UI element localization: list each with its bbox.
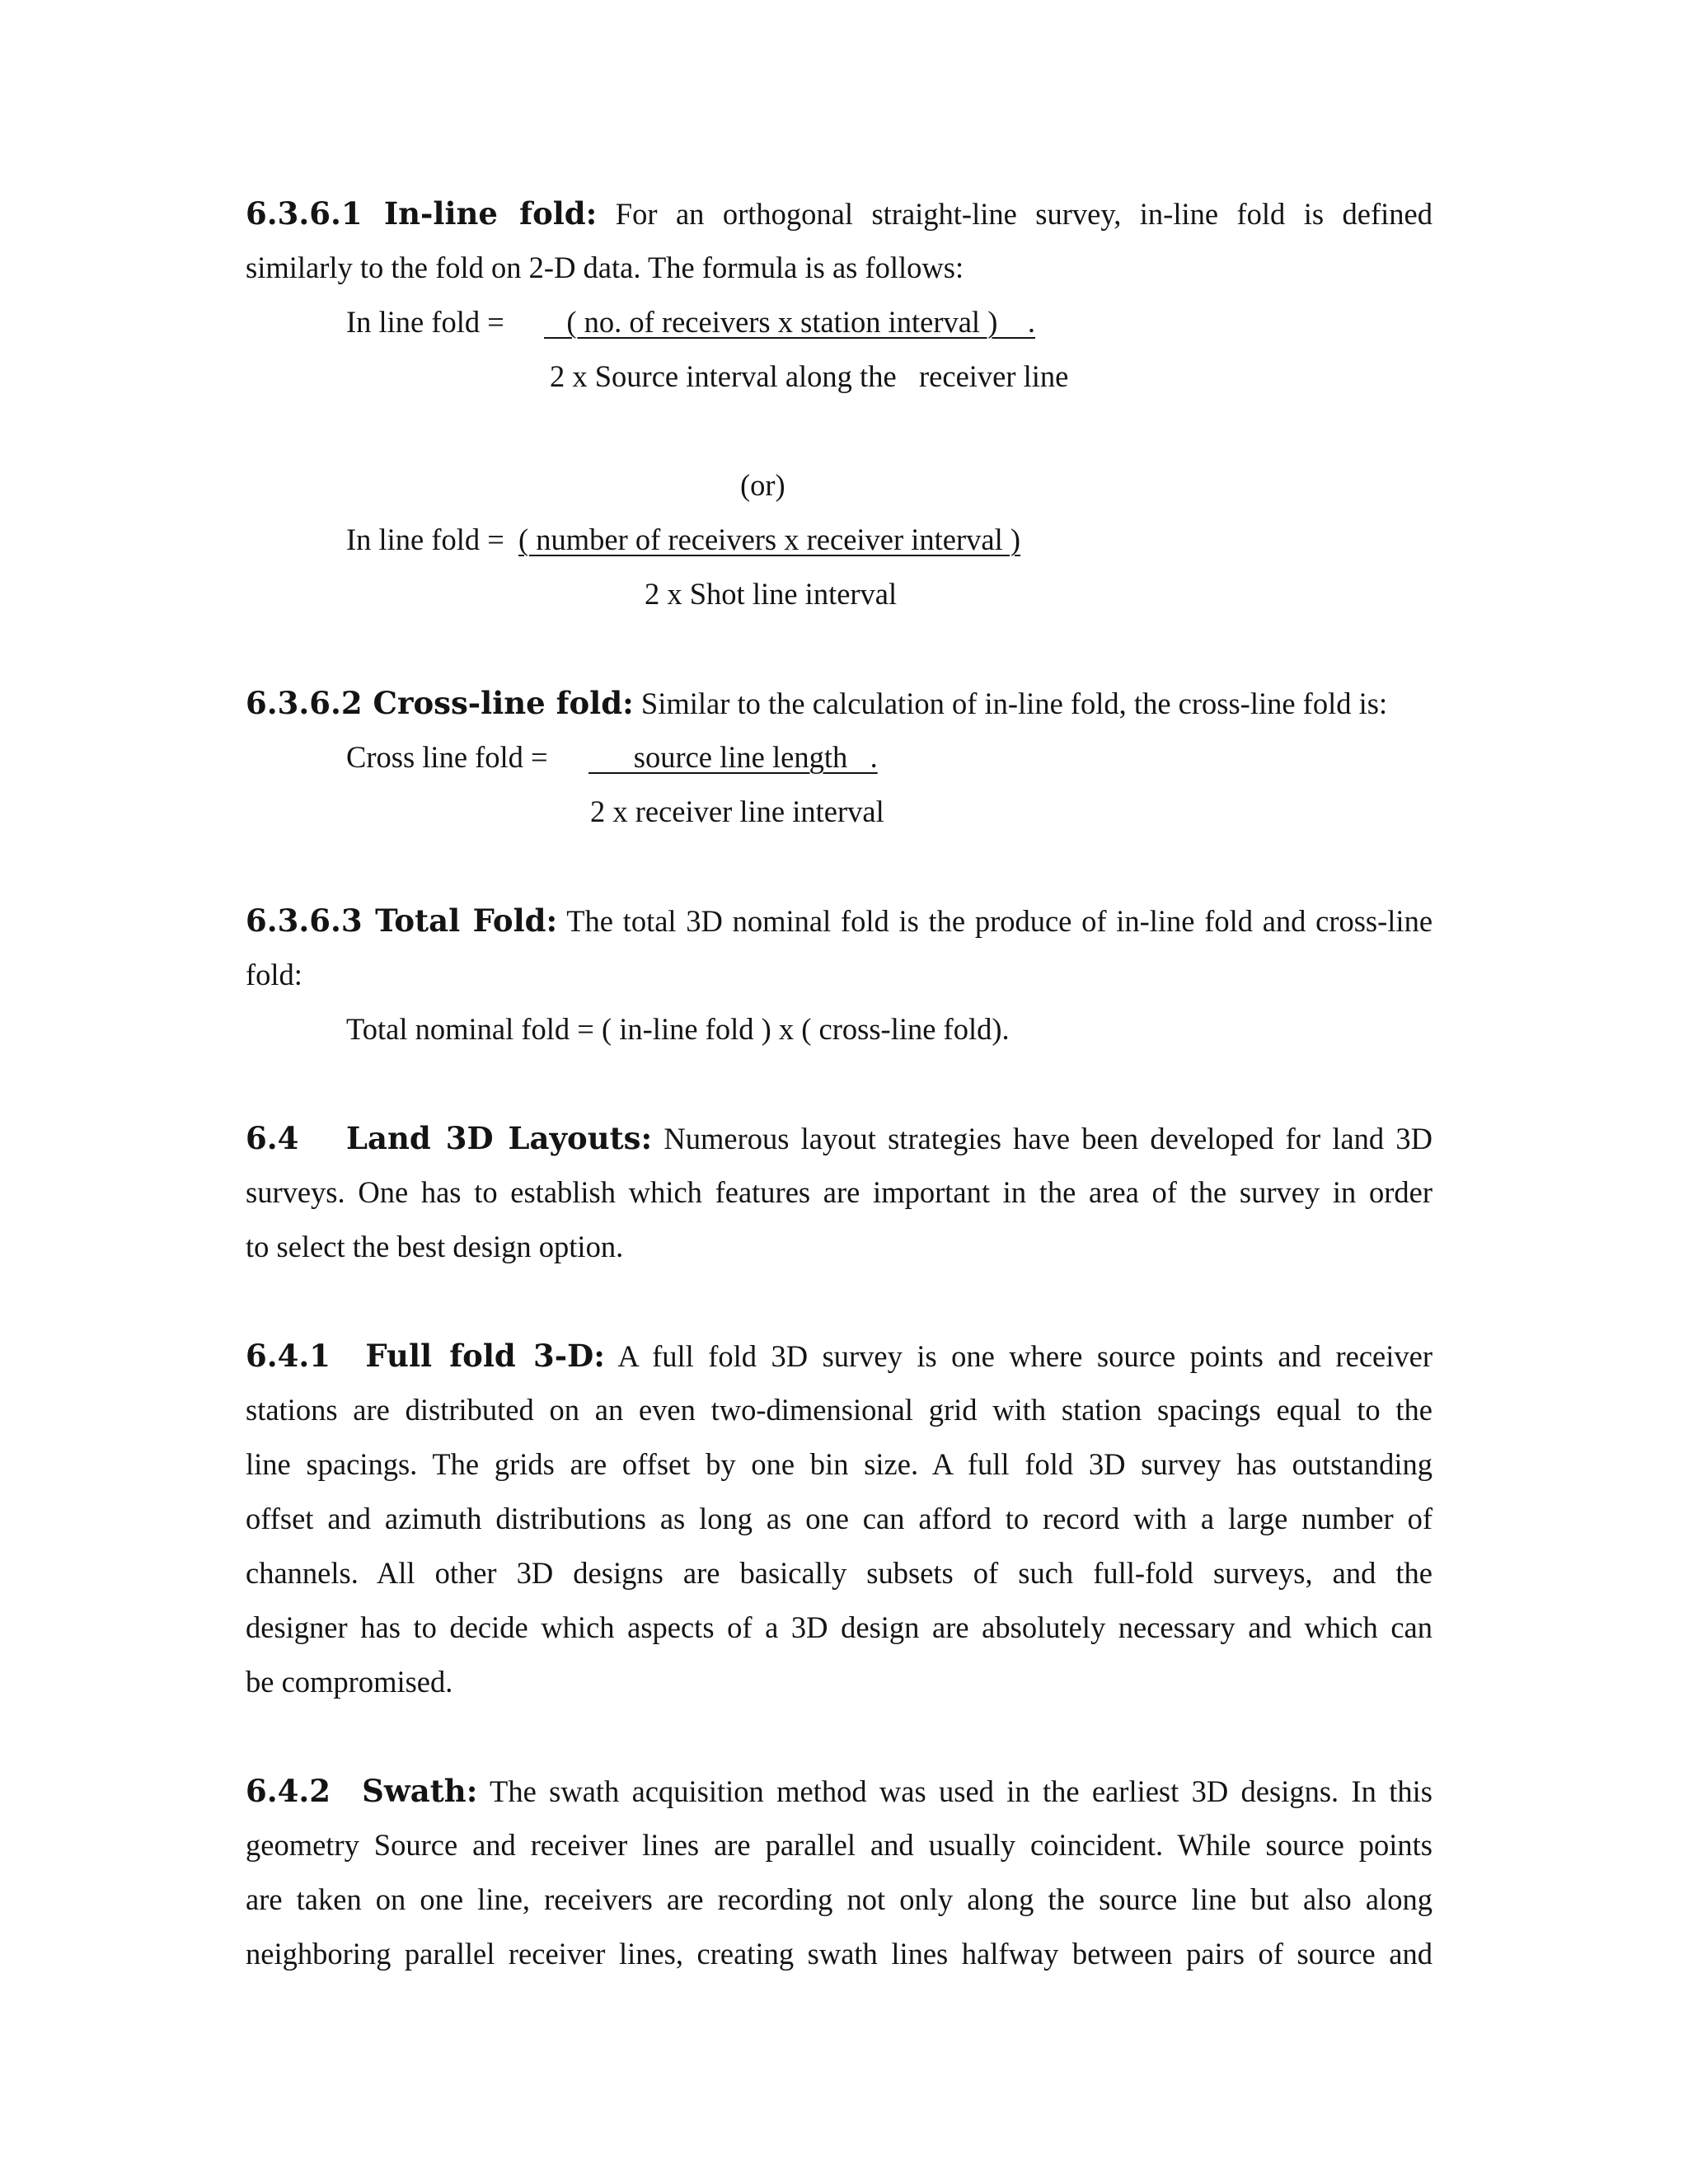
section-6362-line-1 (246, 685, 1432, 722)
crossline-fold-formula-numerator: source line length . (588, 740, 878, 774)
section-64-line-3: to select the best design option. (246, 1230, 624, 1263)
section-64-number: 6.4 (246, 1120, 299, 1156)
section-64-line-1 (246, 1120, 1432, 1157)
section-6361-heading: 6.3.6.1 In-line fold: (246, 195, 598, 232)
section-6362-text: Similar to the calculation of in-line fold, the cross-line fold is: (640, 687, 1388, 720)
section-641-line-3: line spacings. The grids are offset by one bin size. A full fold 3D survey has outstanding (246, 1447, 1432, 1481)
section-642-line-2: geometry Source and receiver lines are parallel and usually coincident. While source points (246, 1828, 1432, 1862)
total-fold-formula: Total nominal fold = ( in-line fold ) x ( cross-line fold). (346, 1012, 1010, 1046)
section-6363-text: The total 3D nominal fold is the produce of in-line fold and cross-line (566, 904, 1433, 938)
section-641-line-6: designer has to decide which aspects of a 3D design are absolutely necessary and which can (246, 1610, 1432, 1644)
section-642-line-1 (246, 1773, 1432, 1810)
section-6362-heading: 6.3.6.2 Cross-line fold: (246, 685, 634, 721)
crossline-fold-formula-label: Cross line fold = (346, 740, 548, 774)
section-641-text: A full fold 3D survey is one where source points and receiver (617, 1339, 1432, 1373)
section-64-heading: Land 3D Layouts: (346, 1120, 653, 1156)
section-64-text: Numerous layout strategies have been developed for land 3D (663, 1122, 1432, 1155)
section-64-line-2: surveys. One has to establish which features are important in the area of the survey in order (246, 1175, 1432, 1209)
section-641-heading: 6.4.1 Full fold 3-D: (246, 1338, 605, 1374)
section-642-text: The swath acquisition method was used in the earliest 3D designs. In this (490, 1774, 1432, 1808)
section-6361-text: For an orthogonal straight-line survey, in-line fold is defined (615, 197, 1433, 231)
section-641-line-5: channels. All other 3D designs are basically subsets of such full-fold surveys, and the (246, 1556, 1432, 1590)
section-642-line-4: neighboring parallel receiver lines, creating swath lines halfway between pairs of source and (246, 1937, 1432, 1971)
section-641-line-7: be compromised. (246, 1665, 453, 1699)
inline-fold-formula-2-denominator: 2 x Shot line interval (645, 577, 898, 611)
section-642-heading: 6.4.2 Swath: (246, 1773, 478, 1809)
crossline-fold-formula-denominator: 2 x receiver line interval (590, 794, 884, 828)
inline-fold-formula-2-label: In line fold = (346, 523, 504, 556)
section-641-line-4: offset and azimuth distributions as long as one can afford to record with a large number of (246, 1502, 1432, 1535)
section-6363-heading: 6.3.6.3 Total Fold: (246, 902, 558, 939)
inline-fold-formula-1-numerator: ( no. of receivers x station interval ) . (544, 305, 1035, 339)
or-separator: (or) (740, 468, 785, 502)
section-64-heading-line (346, 1120, 1432, 1157)
inline-fold-formula-1-denominator: 2 x Source interval along the receiver line (550, 359, 1069, 393)
section-6361-line-2: similarly to the fold on 2-D data. The formula is as follows: (246, 251, 964, 284)
inline-fold-formula-2-numerator: ( number of receivers x receiver interval ) (518, 523, 1021, 556)
section-6363-line-1 (246, 902, 1432, 940)
section-641-line-2: stations are distributed on an even two-dimensional grid with station spacings equal to the (246, 1393, 1432, 1427)
inline-fold-formula-1-label: In line fold = (346, 305, 504, 339)
section-642-line-3: are taken on one line, receivers are recording not only along the source line but also along (246, 1882, 1432, 1916)
section-641-line-1 (246, 1338, 1432, 1375)
section-6363-line-2: fold: (246, 958, 302, 991)
section-6361-line-1 (246, 195, 1432, 232)
